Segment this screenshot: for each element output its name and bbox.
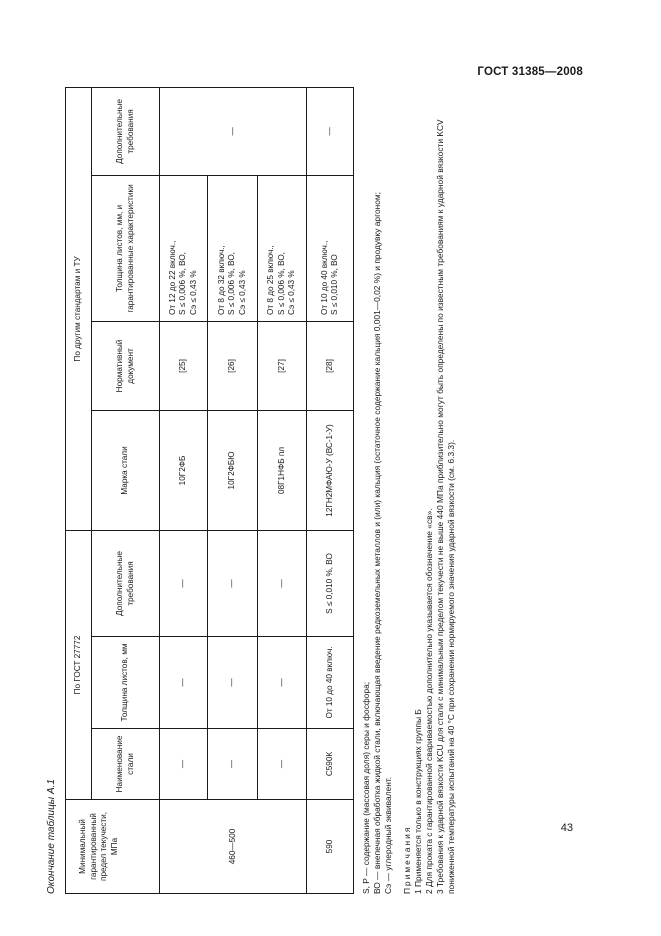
cell-normdoc: [28] bbox=[307, 321, 354, 410]
cell-thickness: — bbox=[208, 637, 258, 729]
rotated-content bbox=[45, 88, 493, 894]
cell-thickness: — bbox=[160, 637, 208, 729]
col-header-thickness: Толщина листов, мм bbox=[92, 637, 160, 729]
cell-thickness: От 10 до 40 включ. bbox=[307, 637, 354, 729]
cell-extra2: — bbox=[307, 87, 354, 175]
cell-characteristics bbox=[160, 175, 208, 321]
table-row bbox=[160, 87, 208, 893]
char-line: Cэ ≤ 0,43 % bbox=[188, 270, 198, 315]
note-item: 1 Применяется только в конструкциях группы Б bbox=[413, 709, 423, 894]
cell-name: — bbox=[160, 729, 208, 800]
cell-normdoc: [26] bbox=[208, 321, 258, 410]
char-line: S ≤ 0,010 %, ВО bbox=[330, 254, 339, 315]
col-header-normdoc: Нормативный документ bbox=[92, 321, 160, 410]
char-line: От 10 до 40 включ., bbox=[319, 240, 329, 315]
cell-extra2: — bbox=[160, 87, 307, 175]
cell-yield: 460—500 bbox=[160, 800, 307, 894]
col-header-extra2: Дополнительные требования bbox=[92, 87, 160, 175]
cell-name: — bbox=[208, 729, 258, 800]
char-line: От 12 до 22 включ., bbox=[167, 240, 177, 315]
group-header-gost: По ГОСТ 27772 bbox=[66, 530, 92, 799]
definition-line: S, P — содержание (массовая доля) серы и фосфора; bbox=[361, 681, 371, 894]
char-line: S ≤ 0,006 %, ВО, bbox=[276, 252, 286, 315]
char-line: От 8 до 32 включ., bbox=[216, 245, 226, 315]
cell-yield: 590 bbox=[307, 800, 354, 894]
cell-name: С590К bbox=[307, 729, 354, 800]
gost-header: ГОСТ 31385—2008 bbox=[477, 66, 583, 78]
cell-extra1: — bbox=[160, 530, 208, 636]
col-header-thickness2: Толщина листов, мм, и гарантированные характеристики bbox=[92, 175, 160, 321]
char-line: S ≤ 0,006 %, ВО, bbox=[227, 252, 237, 315]
table-row bbox=[307, 87, 354, 893]
cell-grade: 12ГН2МФАЮ-У (ВС-1-У) bbox=[307, 410, 354, 530]
cell-extra1: — bbox=[208, 530, 258, 636]
cell-thickness: — bbox=[258, 637, 307, 729]
cell-name: — bbox=[258, 729, 307, 800]
steel-grades-table bbox=[65, 87, 354, 894]
col-header-name: Наименование стали bbox=[92, 729, 160, 800]
cell-characteristics bbox=[258, 175, 307, 321]
note-item: 3 Требования к ударной вязкости KCU для стали с минимальным пределом текучести не выше 440 МПа приблизительно могут быть определены по известным требованиям к ударной вязкости KCV пониженной температуры испытаний на 40 °С при сохранении нормируемого значения ударной вязкости (см. 6.3.3). bbox=[435, 119, 456, 894]
cell-normdoc: [25] bbox=[160, 321, 208, 410]
cell-characteristics bbox=[208, 175, 258, 321]
definitions bbox=[361, 88, 394, 894]
cell-extra1: — bbox=[258, 530, 307, 636]
table-row bbox=[208, 87, 258, 893]
group-header-other: По другим стандартам и ТУ bbox=[66, 87, 92, 530]
note-item: 2 Для проката с гарантированной свариваемостью дополнительно указывается обозначение «св». bbox=[424, 508, 434, 894]
notes-title: Примечания bbox=[402, 825, 412, 894]
char-line: Cэ ≤ 0,43 % bbox=[287, 270, 297, 315]
definition-line: Cэ — углеродный эквивалент. bbox=[383, 776, 393, 894]
cell-characteristics bbox=[307, 175, 354, 321]
cell-normdoc: [27] bbox=[258, 321, 307, 410]
page-number: 43 bbox=[560, 822, 573, 834]
definition-line: ВО — внепечная обработка жидкой стали, включающая введение редкоземельных металлов и (или) кальция (остаточное содержание кальция 0,001—0,02 %) и продувку аргоном; bbox=[372, 192, 382, 894]
table-notes bbox=[361, 88, 457, 894]
char-line: S ≤ 0,006 %, ВО, bbox=[178, 252, 188, 315]
cell-grade: 10Г2ФБЮ bbox=[208, 410, 258, 530]
cell-extra1: S ≤ 0,010 %, ВО bbox=[307, 530, 354, 636]
col-header-grade: Марка стали bbox=[92, 410, 160, 530]
char-line: От 8 до 25 включ., bbox=[266, 245, 276, 315]
char-line: Cэ ≤ 0,43 % bbox=[237, 270, 247, 315]
col-header-extra1: Дополнительные требования bbox=[92, 530, 160, 636]
col-header-yield: Минимальный гарантированный предел текучести, МПа bbox=[66, 800, 160, 894]
table-row bbox=[258, 87, 307, 893]
cell-grade: 08Г1НФБ пл bbox=[258, 410, 307, 530]
table-continuation-label: Окончание таблицы А.1 bbox=[46, 779, 57, 894]
cell-grade: 10Г2ФБ bbox=[160, 410, 208, 530]
